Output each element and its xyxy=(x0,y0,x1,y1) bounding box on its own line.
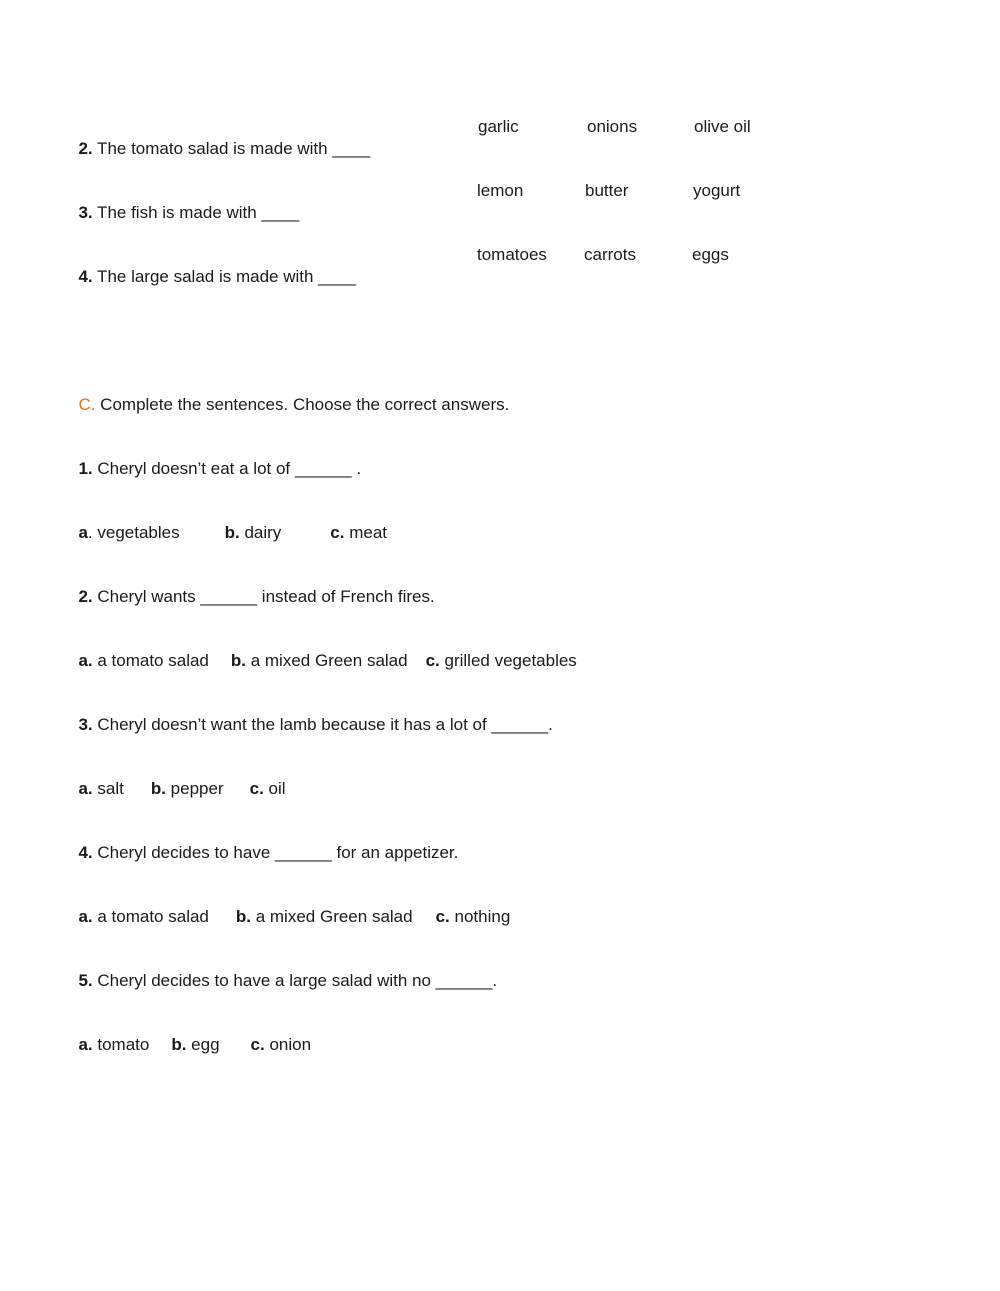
question-c5 xyxy=(69,948,497,992)
question-text: Cheryl decides to have ______ for an appetizer. xyxy=(92,843,459,862)
question-number: 4. xyxy=(78,267,93,286)
answers-c3 xyxy=(69,756,286,800)
question-text: Cheryl wants ______ instead of French fires. xyxy=(92,587,435,606)
answer-a xyxy=(78,523,179,542)
question-number: 5. xyxy=(78,971,93,990)
question-number: 3. xyxy=(78,203,93,222)
answer-a xyxy=(78,779,123,798)
answer-label: b. xyxy=(150,779,166,798)
answer-text: egg xyxy=(186,1035,220,1054)
answers-c5 xyxy=(69,1012,311,1056)
answer-a xyxy=(78,651,208,670)
answer-text: grilled vegetables xyxy=(439,651,577,670)
answer-c xyxy=(250,779,286,798)
question-c1 xyxy=(69,436,361,480)
answer-text: pepper xyxy=(165,779,224,798)
question-text: Cheryl doesn’t want the lamb because it has a lot of ______. xyxy=(92,715,553,734)
question-b3 xyxy=(69,180,299,224)
answer-text: tomato xyxy=(92,1035,150,1054)
question-number: 1. xyxy=(78,459,93,478)
question-number: 4. xyxy=(78,843,93,862)
section-c-heading xyxy=(69,372,509,416)
answer-label: c. xyxy=(250,1035,265,1054)
answer-b xyxy=(225,523,282,542)
answer-text: a mixed Green salad xyxy=(251,907,413,926)
option-garlic: garlic xyxy=(478,117,519,136)
question-c2 xyxy=(69,564,435,608)
answer-label: b. xyxy=(230,651,246,670)
answer-label: a. xyxy=(78,1035,93,1054)
option-yogurt: yogurt xyxy=(693,181,741,200)
section-letter: C. xyxy=(78,395,96,414)
answer-label: a. xyxy=(78,651,93,670)
answer-c xyxy=(251,1035,312,1054)
answer-text: nothing xyxy=(449,907,511,926)
question-b2 xyxy=(69,116,370,160)
answers-c2 xyxy=(69,628,577,672)
option-eggs: eggs xyxy=(692,245,729,264)
option-butter: butter xyxy=(585,181,629,200)
answers-c4 xyxy=(69,884,510,928)
answer-label: c. xyxy=(249,779,264,798)
answer-label: b. xyxy=(224,523,240,542)
answer-label: b. xyxy=(235,907,251,926)
answer-text: a tomato salad xyxy=(92,651,209,670)
question-number: 2. xyxy=(78,587,93,606)
question-text: Cheryl doesn’t eat a lot of ______ . xyxy=(92,459,362,478)
answer-text: oil xyxy=(263,779,286,798)
question-c3 xyxy=(69,692,553,736)
answer-a xyxy=(78,1035,149,1054)
question-b4 xyxy=(69,244,356,288)
question-number: 2. xyxy=(78,139,93,158)
option-olive-oil: olive oil xyxy=(694,117,751,136)
answer-text: onion xyxy=(264,1035,312,1054)
answer-label: a. xyxy=(78,907,93,926)
section-instruction: Complete the sentences. Choose the correct answers. xyxy=(95,395,510,414)
answer-b xyxy=(151,779,224,798)
question-c4 xyxy=(69,820,458,864)
answers-c1 xyxy=(69,500,387,544)
answer-text: dairy xyxy=(239,523,282,542)
answer-b xyxy=(231,651,408,670)
answer-c xyxy=(426,651,577,670)
answer-text: a tomato salad xyxy=(92,907,209,926)
option-tomatoes: tomatoes xyxy=(477,245,547,264)
answer-label: b. xyxy=(171,1035,187,1054)
option-onions: onions xyxy=(587,117,638,136)
answer-text: meat xyxy=(344,523,388,542)
answer-text: salt xyxy=(92,779,124,798)
answer-text: . vegetables xyxy=(87,523,180,542)
answer-label: c. xyxy=(435,907,450,926)
answer-a xyxy=(78,907,208,926)
question-text: The large salad is made with ____ xyxy=(92,267,356,286)
answer-label: c. xyxy=(330,523,345,542)
question-text: The tomato salad is made with ____ xyxy=(92,139,371,158)
answer-b xyxy=(236,907,413,926)
answer-label: a xyxy=(78,523,88,542)
question-number: 3. xyxy=(78,715,93,734)
answer-c xyxy=(436,907,511,926)
answer-label: c. xyxy=(425,651,440,670)
answer-c xyxy=(330,523,387,542)
answer-text: a mixed Green salad xyxy=(246,651,408,670)
answer-b xyxy=(171,1035,219,1054)
answer-label: a. xyxy=(78,779,93,798)
question-text: The fish is made with ____ xyxy=(92,203,300,222)
question-text: Cheryl decides to have a large salad with no ______. xyxy=(92,971,498,990)
option-lemon: lemon xyxy=(477,181,524,200)
option-carrots: carrots xyxy=(584,245,636,264)
